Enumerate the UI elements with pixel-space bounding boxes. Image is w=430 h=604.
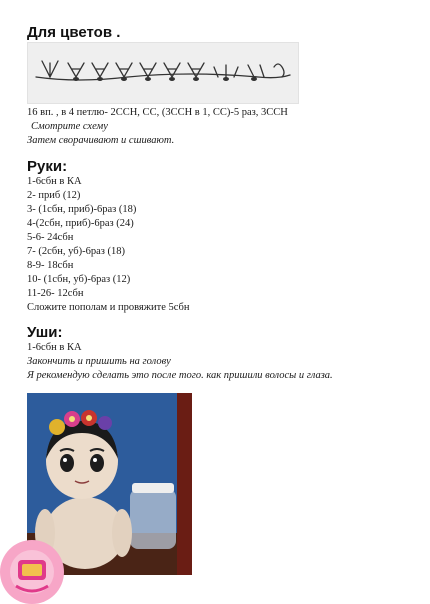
section-title-arms: Руки:	[27, 158, 68, 175]
flowers-finish: Затем сворачивают и сшивают.	[27, 135, 175, 146]
crochet-chart-image	[27, 42, 299, 104]
ears-row: 1-6сбн в КА	[27, 342, 82, 353]
arms-row: 4-(2сбн, приб)-6раз (24)	[27, 218, 134, 229]
arms-row: 11-26- 12сбн	[27, 288, 84, 299]
crochet-chart-icon	[28, 43, 298, 103]
section-title-ears: Уши:	[27, 324, 63, 341]
arms-row: 2- приб (12)	[27, 190, 81, 201]
ears-attach: Закончить и пришить на голову	[27, 356, 171, 367]
arms-row: 10- (1сбн, уб)-6раз (12)	[27, 274, 131, 285]
arms-row: 8-9- 18сбн	[27, 260, 74, 271]
brand-logo-badge-icon	[0, 540, 64, 604]
arms-row: 3- (1сбн, приб)-6раз (18)	[27, 204, 137, 215]
section-title-flowers: Для цветов .	[27, 24, 121, 41]
flowers-instructions: 16 вп. , в 4 петлю- 2ССН, СС, (3ССН в 1, СС)-5 раз, 3ССН	[27, 107, 288, 118]
flowers-see-scheme: Смотрите схему	[31, 121, 108, 132]
arms-row: 7- (2сбн, уб)-6раз (18)	[27, 246, 125, 257]
brand-logo-badge	[0, 540, 64, 604]
arms-row: Сложите пополам и провяжите 5сбн	[27, 302, 190, 313]
arms-row: 5-6- 24сбн	[27, 232, 74, 243]
ears-recommendation: Я рекомендую сделать это после того. как пришили волосы и глаза.	[27, 370, 333, 381]
arms-row: 1-6сбн в КА	[27, 176, 82, 187]
